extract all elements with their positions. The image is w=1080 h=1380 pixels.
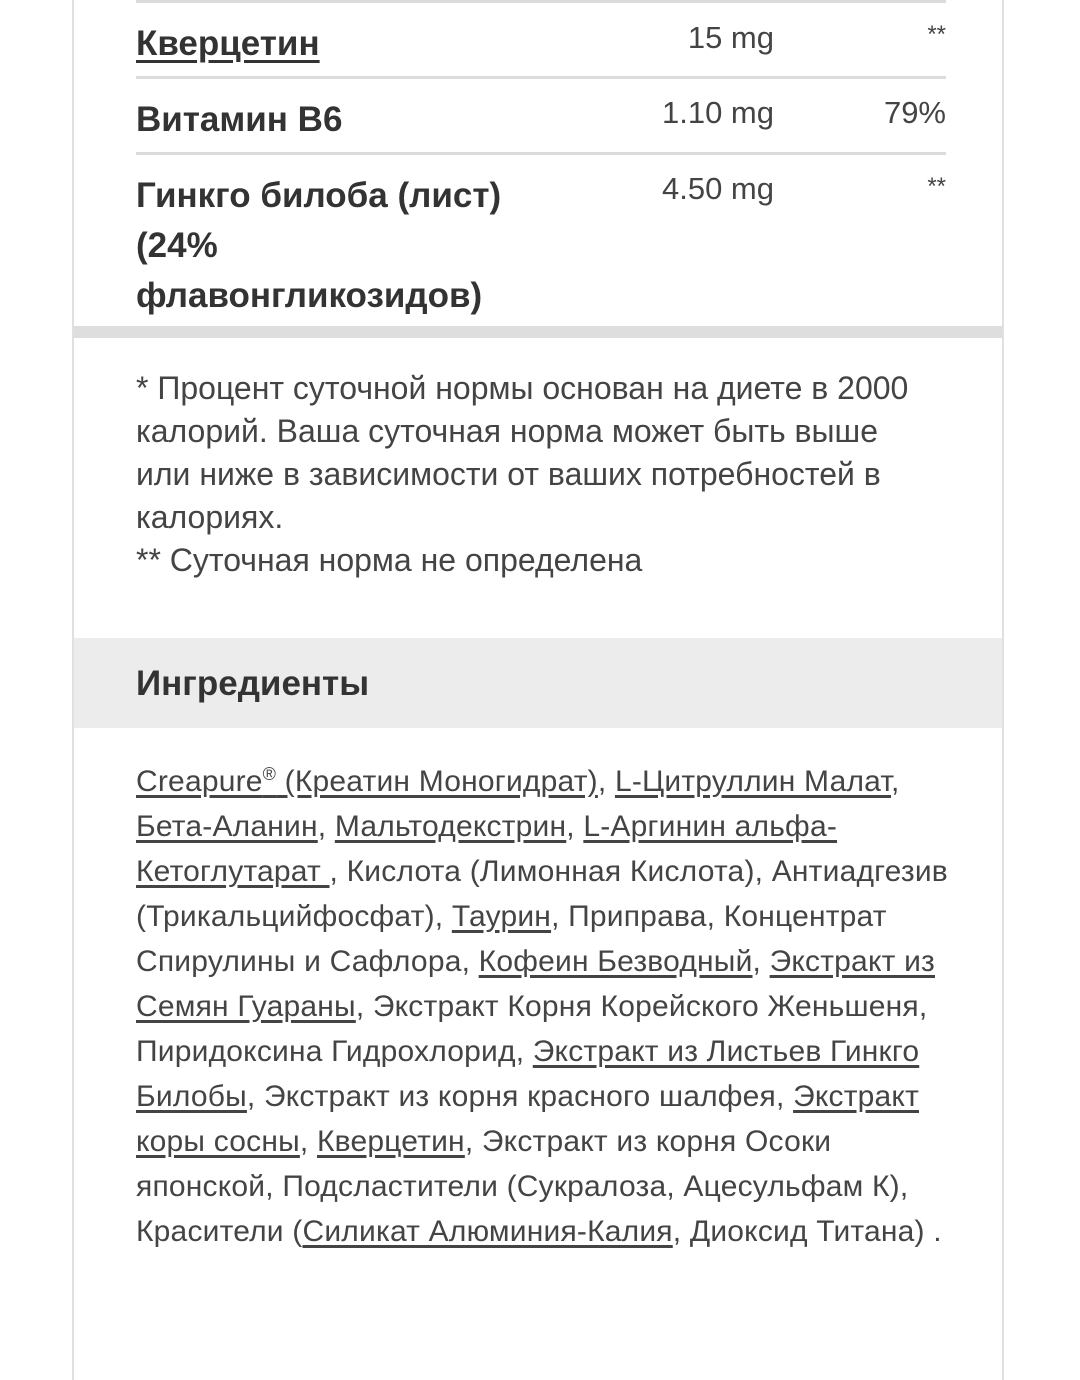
ingredient-text: , [597, 765, 615, 798]
ingredient-text: , Приправа, Концентрат Спирулины и Сафлора, [136, 900, 887, 978]
ingredient-link[interactable]: Бета-Аланин [136, 810, 318, 843]
ingredient-link[interactable]: L-Цитруллин Малат [614, 765, 892, 798]
nutrient-daily-value: 79% [883, 95, 946, 130]
ingredient-link[interactable]: L-Аргинин альфа-Кетоглутарат [136, 810, 838, 888]
nutrition-row [136, 0, 946, 78]
ingredients-list [136, 752, 951, 1254]
ingredient-link[interactable]: Экстракт из Семян Гуараны [136, 945, 935, 1023]
ingredient-link[interactable]: Силикат Алюминия-Калия [302, 1215, 673, 1248]
footnote-dv-undefined: ** Суточная норма не определена [136, 542, 643, 578]
ingredient-link[interactable]: Creapure [136, 765, 263, 798]
ingredients-header [74, 638, 1002, 728]
ingredient-text: , [299, 1125, 317, 1158]
ingredient-text: , Экстракт Корня Корейского Женьшеня, Пиридоксина Гидрохлорид, [136, 990, 928, 1068]
ingredient-link[interactable]: Таурин [451, 900, 552, 933]
nutrient-name-link[interactable]: Кверцетин [136, 24, 320, 63]
registered-mark: ® [262, 764, 277, 784]
ingredient-text: , [566, 810, 584, 843]
nutrient-daily-value: ** [927, 173, 946, 200]
ingredient-link[interactable]: Экстракт коры сосны [136, 1080, 920, 1158]
daily-value-footnote [136, 367, 936, 582]
nutrient-name: Витамин B6 [136, 100, 343, 139]
nutrient-amount: 15 mg [687, 20, 774, 55]
ingredient-text: , Диоксид Титана) . [672, 1215, 942, 1248]
ingredient-text: , [317, 810, 335, 843]
ingredient-link[interactable]: (Креатин Моногидрат) [276, 765, 598, 798]
ingredient-link[interactable]: Экстракт из Листьев Гинкго Билобы [136, 1035, 920, 1113]
nutrient-amount: 4.50 mg [661, 171, 774, 206]
ingredient-link[interactable]: Мальтодекстрин [334, 810, 567, 843]
ingredient-link[interactable] [263, 765, 276, 798]
nutrient-daily-value: ** [927, 21, 946, 48]
ingredient-link[interactable]: Кверцетин [316, 1125, 465, 1158]
nutrition-row [136, 76, 946, 154]
nutrient-name: Гинкго билоба (лист) (24% флавонгликозидов) [136, 176, 502, 315]
footnote-dv-basis: * Процент суточной нормы основан на диете в 2000 калорий. Ваша суточная норма может быть выше или ниже в зависимости от ваших потребностей в калориях. [136, 370, 909, 535]
ingredient-link[interactable]: Кофеин Безводный [478, 945, 753, 978]
ingredients-title: Ингредиенты [136, 664, 370, 703]
nutrition-row [136, 152, 946, 322]
ingredient-text: , Кислота (Лимонная Кислота), Антиадгезив (Трикальцийфосфат), [136, 855, 948, 933]
ingredient-text: , [891, 765, 900, 798]
nutrient-amount: 1.10 mg [661, 95, 774, 130]
ingredient-text: , Экстракт из корня красного шалфея, [246, 1080, 794, 1113]
ingredient-text: , Экстракт из корня Осоки японской, Подсластители (Сукралоза, Ацесульфам К), Красители ( [136, 1125, 909, 1248]
section-divider [74, 326, 1002, 338]
product-info-card [72, 0, 1004, 1380]
ingredient-text: , [752, 945, 770, 978]
